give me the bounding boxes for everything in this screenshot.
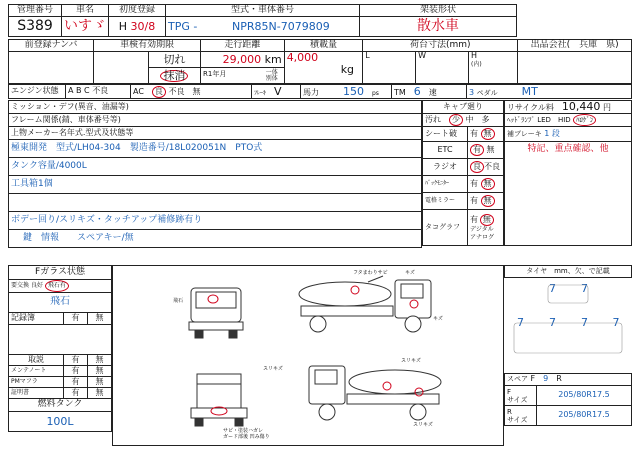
aux-brake-value: 1 段 [544,128,560,138]
front-size: 205/80R17.5 [537,386,632,406]
dim-h-cell [469,52,518,84]
rust-mark-1 [351,286,359,294]
scratch-mark-1 [410,300,418,308]
tm-label: TM [394,87,406,97]
hp-label: 馬力 [303,87,319,97]
first-reg-label: 初度登録 [109,5,166,17]
hid: HID [557,116,571,124]
tank-capacity: タンク容量/4000L [9,158,422,176]
headlamp-cell [505,114,632,127]
recycle-cell [505,101,632,114]
engine-label: エンジン状態 [9,85,66,99]
exhibitor-label: 出品会社( 兵庫 県) [518,40,632,52]
dim-l: L [363,52,416,84]
dim-h-note: (内) [471,61,482,69]
recycle-label: リサイクル料 [507,103,554,113]
load-label: 積載量 [284,40,363,52]
toolbox: 工具箱1個 [9,176,422,194]
maint-label: メンテノート [9,366,64,377]
dirt-low: 少 [449,114,463,126]
scrape-mark-1 [383,382,391,390]
brake-label: ﾌﾚｰｷ [254,89,267,97]
pedal-label: ペダル [476,88,498,97]
seat-label: シート破 [423,127,468,142]
inspection-sheet [8,4,632,448]
mirror-cell: 有 無 [468,193,504,210]
back-monitor-label: ﾊﾞｯｸﾓﾆﾀｰ [423,176,468,193]
body-shape: 散水車 [360,17,517,37]
tm-cell [392,85,467,99]
scratch1-label: キズ [405,270,415,276]
equipment-table [422,100,504,246]
hp-unit: ps [372,89,379,97]
mileage-unit: km [264,52,282,66]
upper-maker-label: 上物メーカー名年式.型式及状態等 [9,127,422,140]
brake: V [274,84,282,98]
tacho-analog: アナログ [470,233,495,241]
deregistered: 抹消 [160,70,188,82]
tacho-label: タコグラフ [423,210,468,246]
frame-label: フレーム関係(錆、車体番号等) [9,114,422,127]
record-label: 記録簿 [9,313,64,325]
body-repair: ボデー回り/スリキズ・タッチアップ補修跡有り [9,212,422,230]
rust-note: サビ・塗装ハガレ [223,428,264,434]
ac-none: 無 [192,86,201,96]
scratch2-label: キズ [433,316,443,322]
dim-h: H [471,51,478,60]
pedal-no: 3 [469,87,475,97]
engine-cell [66,85,131,99]
deregistered-cell [148,68,200,84]
spare-f-label: F [530,374,536,384]
prev-plate-value [9,52,94,84]
row2-table [8,39,632,84]
tacho-digital: デジタル [470,225,494,233]
gears-unit: 速 [428,87,437,97]
tire-layout-svg [504,265,632,446]
chip-label: 飛石 [173,298,184,304]
back-monitor-cell: 有 無 [468,176,504,193]
dereg-date-cell [201,68,285,84]
radio-cell: 良 不良 [468,159,504,176]
bottom-left-table: Fガラス状態 要交換 良好 飛石有 飛石 記録簿 有 無 取説 有 無 メンテノート 有 無 PMマフラ 有 無 証明書 有 無 燃料タンク 100L [8,265,112,432]
spare-r-label: R [556,374,562,384]
load: 4,000 [286,51,319,64]
aux-brake-label: 補ブレーキ [507,129,542,138]
muffler-label: PMマフラ [9,377,64,388]
tire-rear-1: 7 [517,315,524,329]
recycle-fee: 10,440 [561,100,601,114]
recycle-unit: 円 [602,103,611,113]
etc-label: ETC [423,142,468,159]
dirt-cell [423,114,504,127]
tire-front-outline [548,285,588,303]
tire-front-right: 7 [581,281,588,295]
inspection-label: 車検有効期限 [94,40,201,52]
replaced-label: 要交換 [11,282,30,289]
tacho-cell: 有 無 デジタル アナログ [468,210,504,246]
dirt-mid: 中 [465,115,474,124]
dim-w: W [416,52,469,84]
ac-label: AC [133,86,144,96]
scrape1-label: スリキズ [263,366,283,372]
ac-bad: 不良 [168,86,185,96]
make-label: 車名 [62,5,109,17]
scrape3-label: スリキズ [413,422,433,428]
chipped-text: 飛石 [9,293,112,313]
key-info: 鍵 情報 スペアキー/無 [9,230,422,248]
mgmt-no-label: 管理番号 [9,5,62,17]
ac-cell [131,85,252,99]
gears: 6 [413,84,421,98]
notes: 特記、重点確認、他 [505,142,632,246]
ac-good: 良 [152,86,166,98]
prev-plate-label: 前登録ナンバ [9,40,94,52]
chipped-label: 飛石有 [45,280,69,292]
era: H [118,19,128,33]
guard-note: ガード部後 凹み傷り [223,434,270,440]
tire-rear-outline [514,323,622,353]
rear-size: 205/80R17.5 [537,406,632,426]
engine-grades: A B C [68,86,90,96]
mileage: 29,000 [222,52,262,66]
first-reg-cell [109,17,166,37]
bottom-blank [9,325,112,355]
dirt-label: 汚れ [425,115,441,124]
upper-info-table [8,100,422,248]
header-table [8,4,632,37]
rear-view [191,374,247,426]
tire-rear-2: 7 [549,315,556,329]
truck-diagram-svg [113,266,503,445]
mileage-label: 走行距離 [201,40,285,52]
exhibitor-value [518,52,632,84]
tire-rear-3: 7 [581,315,588,329]
halogen: ﾊﾛｹﾞﾝ [573,114,597,126]
scrape2-label: スリキズ [401,358,421,364]
load-cell [284,52,363,84]
fuel: 100L [9,412,112,432]
odometer-note: 一体別体 [265,68,278,82]
glass-status-cell [9,280,112,293]
side-view-left [309,366,441,420]
chip-mark [208,295,218,303]
front-size-label-cell: F サイズ [505,386,537,406]
right-block-table [504,100,632,246]
tire-rear-4: 7 [612,315,620,329]
rear-size-label-cell: R サイズ [505,406,537,426]
first-reg: 30/8 [130,19,156,33]
model-chassis: NPR85N-7079809 [230,17,360,37]
mirror-label: 電格ミラー [423,193,468,210]
model-label: 型式・車体番号 [166,5,360,17]
record-has: 有 [64,313,88,325]
headlamp-label: ﾍｯﾄﾞﾗﾝﾌﾟ [507,116,535,124]
upper-detail: 極東開発 型式/LH04-304 製造番号/18L020051N PTO式 [9,140,422,158]
brake-cell [252,85,301,99]
trans-cell [467,85,632,99]
inspection-value [94,52,149,84]
cert-label: 証明書 [9,388,64,399]
fuel-label: 燃料タンク [9,399,112,412]
seat-cell: 有 無 [468,127,504,142]
glass-label: Fガラス状態 [9,266,112,280]
spare-label: スペア [507,375,528,384]
etc-cell: 有 無 [468,142,504,159]
mileage-cell [201,52,285,68]
load-unit: kg [340,62,355,76]
aux-brake-cell [505,127,632,142]
body-shape-label: 架装形状 [360,5,517,17]
hp-cell [301,85,392,99]
mgmt-no: S389 [9,17,62,37]
dereg-date: R1年月 [203,69,227,78]
trans: MT [521,84,538,98]
tire-front-left: 7 [549,281,556,295]
blank-row [9,194,422,212]
bed-dims-label: 荷台寸法(mm) [363,40,518,52]
hp: 150 [343,84,364,98]
make: いすゞ [62,17,109,37]
led: LED [537,116,551,124]
engine-bad: 不良 [92,86,109,96]
rear-light-label: フタまわりサビ [353,270,388,276]
cab-tilt-label: キャブ廻り [423,101,504,114]
model-prefix: TPG - [166,17,231,37]
truck-diagram [112,265,504,446]
radio-label: ラジオ [423,159,468,176]
record-none: 無 [88,313,112,325]
expired: 切れ [148,52,200,68]
dirt-high: 多 [481,115,490,124]
side-view-right [299,276,431,332]
mission-label: ミッション・デフ(異音、油漏等) [9,101,422,114]
tire-header: タイヤ mm、欠、で記載 [505,266,632,278]
good-label: 良好 [30,282,43,289]
manual-label: 取説 [9,355,64,366]
spare-f: 9 [543,374,549,384]
row3-table [8,84,632,99]
